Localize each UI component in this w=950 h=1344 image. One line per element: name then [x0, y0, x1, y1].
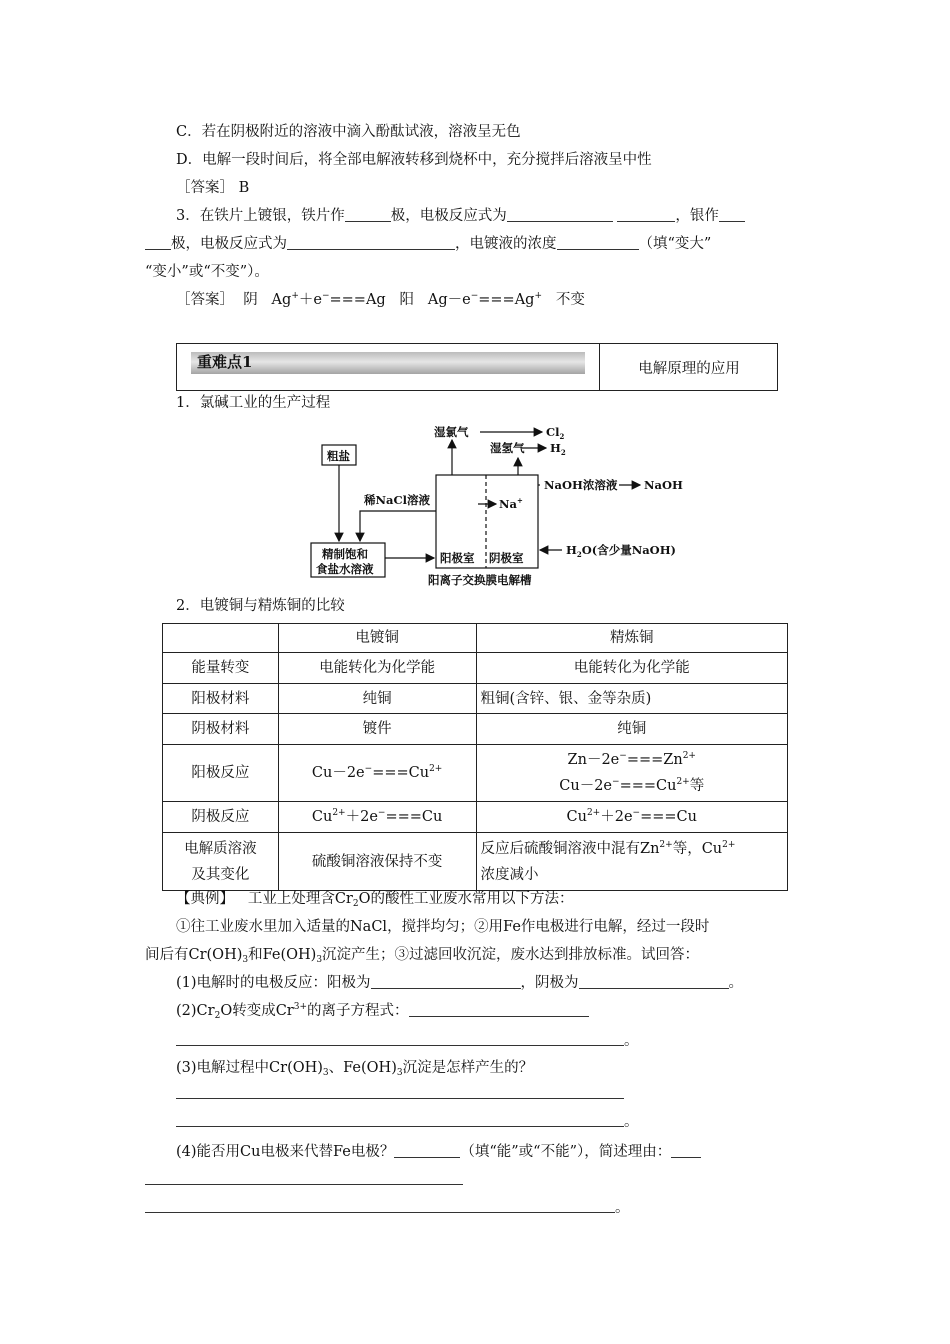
period: 。 [624, 1033, 639, 1049]
key-point-title: 电解原理的应用 [638, 360, 740, 377]
key-point-tag: 重难点1 [197, 353, 253, 371]
example-tag: 【典例】 [176, 891, 234, 907]
answer-line[interactable] [176, 1045, 624, 1046]
label-h2: $H_2$ [550, 441, 566, 457]
example-q3: (3)电解过程中$Cr(OH)_3$、$Fe(OH)_3$沉淀是怎样产生的？ [176, 1060, 534, 1078]
label-brine-1: 精制饱和 [322, 547, 368, 561]
label-dilute-nacl: 稀NaCl溶液 [364, 493, 430, 507]
answer-line[interactable] [176, 1126, 624, 1127]
table-row: 电解质溶液 及其变化 硫酸铜溶液保持不变 反应后硫酸铜溶液中混有$Zn^{2+}$等，$Cu^{2+}$ 浓度减小 [163, 833, 788, 891]
option-d: D．电解一段时间后，将全部电解液转移到烧杯中，充分搅拌后溶液呈中性 [176, 152, 652, 168]
question-3-line-3: “变小”或“不变”）。 [145, 264, 269, 280]
label-crude-salt: 粗盐 [327, 449, 350, 463]
blank-reason[interactable] [671, 1143, 701, 1158]
answer-value: B [238, 180, 250, 196]
example-q2: $(2)Cr_2O$转变成$Cr^{3+}$的离子方程式： [176, 1001, 589, 1021]
answer-1 [176, 178, 249, 198]
answer-label: ［答案］ [176, 180, 234, 196]
table-row: 能量转变 电能转化为化学能 电能转化为化学能 [163, 653, 788, 684]
blank-anode[interactable] [371, 974, 521, 989]
example-line-1: ①往工业废水里加入适量的NaCl，搅拌均匀；②用Fe作电极进行电解，经过一段时 [176, 919, 710, 935]
answer-3: ［答案］ 阴 Ag+＋e−===Ag 阳 Ag－e−===Ag+ 不变 [176, 291, 585, 308]
label-water-in: $H_2O$(含少量NaOH) [566, 543, 676, 559]
label-anode-room: 阳极室 [440, 551, 475, 565]
label-brine-2: 食盐水溶液 [316, 562, 374, 576]
example-q1: (1)电解时的电极反应：阳极为 ，阴极为 。 [176, 975, 744, 991]
section-1-title: 1．氯碱工业的生产过程 [176, 395, 331, 411]
key-point-header [176, 343, 778, 391]
blank-3[interactable] [617, 207, 675, 222]
label-wet-h: 湿氢气 [490, 441, 525, 455]
comparison-table [162, 623, 788, 891]
blank-4[interactable] [719, 207, 745, 222]
table-row: 阴极材料 镀件 纯铜 [163, 714, 788, 745]
answer-line[interactable] [145, 1212, 615, 1213]
label-na-ion: Na+ [499, 496, 523, 511]
section-2-title: 2．电镀铜与精炼铜的比较 [176, 598, 345, 614]
header-plating: 电镀铜 [278, 624, 476, 653]
label-wet-cl: 湿氯气 [434, 425, 469, 439]
table-row: 阳极反应 $Cu-2e^-===Cu^{2+}$ $Zn-2e^-===Zn^{2+}$ $Cu-2e^-===Cu^{2+}$等 [163, 745, 788, 802]
blank-1[interactable] [345, 207, 391, 222]
question-3-line-1: 3．在铁片上镀银，铁片作 极，电极反应式为 ，银作 [176, 206, 745, 226]
table-row: 阴极反应 $Cu^{2+}+2e^-===Cu$ $Cu^{2+}+2e^-===Cu$ [163, 802, 788, 833]
period: 。 [624, 1114, 639, 1130]
blank-2[interactable] [507, 207, 613, 222]
example-line-2: 间后有$Cr(OH)_3$和$Fe(OH)_3$沉淀产生；③过滤回收沉淀，废水达到排放标准。试回答： [145, 947, 700, 965]
blank-can-or-not[interactable] [394, 1143, 460, 1158]
label-cathode-room: 阴极室 [489, 551, 524, 565]
period: 。 [615, 1200, 630, 1216]
chlor-alkali-diagram [300, 418, 700, 593]
question-3-line-2: 极，电极反应式为 ，电镀液的浓度 （填“变大” [145, 234, 711, 254]
answer-line[interactable] [176, 1098, 624, 1099]
label-cell: 阳离子交换膜电解槽 [428, 573, 532, 587]
blank-cathode[interactable] [579, 974, 729, 989]
example-intro: 【典例】 工业上处理含$Cr_2O$的酸性工业废水常用以下方法： [176, 891, 574, 909]
answer-line[interactable] [145, 1184, 463, 1185]
example-q4: (4)能否用Cu电极来代替Fe电极？ （填“能”或“不能”），简述理由： [176, 1142, 701, 1162]
blank-ionic-eq[interactable] [409, 1002, 589, 1017]
header-refining: 精炼铜 [476, 624, 788, 653]
label-cl2: $Cl_2$ [546, 425, 565, 441]
blank-6[interactable] [287, 235, 455, 250]
label-naoh-solution: NaOH浓溶液 [544, 478, 618, 492]
table-row [163, 624, 788, 653]
arrow-dilute-recycle [360, 511, 436, 541]
blank-7[interactable] [557, 235, 639, 250]
option-c: C．若在阴极附近的溶液中滴入酚酞试液，溶液呈无色 [176, 124, 521, 140]
label-naoh: NaOH [644, 478, 683, 492]
blank-5[interactable] [145, 235, 171, 250]
table-row: 阳极材料 纯铜 粗铜(含锌、银、金等杂质) [163, 684, 788, 714]
